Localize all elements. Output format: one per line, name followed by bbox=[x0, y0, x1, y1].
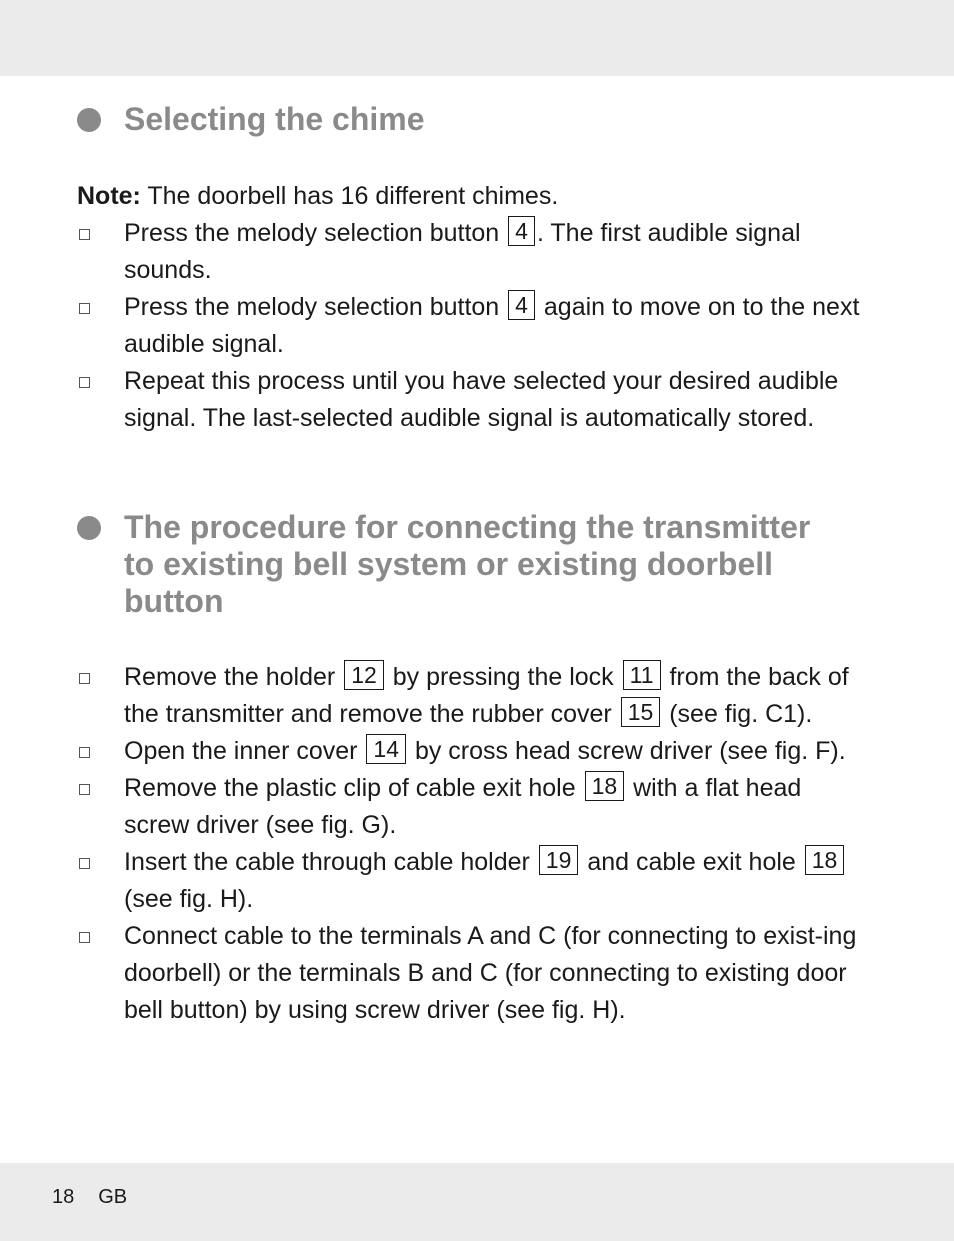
part-reference: 15 bbox=[621, 697, 661, 727]
checkbox-bullet-icon bbox=[79, 784, 90, 795]
list-item: Press the melody selection button 4 . The first audible signal sounds. bbox=[0, 215, 864, 289]
checkbox-bullet-icon bbox=[79, 673, 90, 684]
list-item: Repeat this process until you have selected your desired audible signal. The last-selected audible signal is automatically stored. bbox=[0, 363, 864, 437]
part-reference: 18 bbox=[585, 771, 625, 801]
heading-bullet-icon bbox=[77, 516, 101, 540]
list-item: Remove the holder 12 by pressing the lock 11 from the back of the transmitter and remove the rubber cover 15 (see fig. C1). bbox=[0, 659, 864, 733]
list-item: Open the inner cover 14 by cross head screw driver (see fig. F). bbox=[0, 733, 864, 770]
note bbox=[77, 178, 558, 215]
page-footer bbox=[52, 1186, 127, 1209]
checkbox-bullet-icon bbox=[79, 229, 90, 240]
page-number: 18 bbox=[52, 1186, 75, 1208]
checkbox-bullet-icon bbox=[79, 377, 90, 388]
checkbox-bullet-icon bbox=[79, 858, 90, 869]
instruction-list bbox=[0, 659, 954, 1029]
section-title: Selecting the chime bbox=[124, 101, 425, 137]
part-reference: 4 bbox=[508, 290, 535, 320]
checkbox-bullet-icon bbox=[79, 747, 90, 758]
part-reference: 18 bbox=[805, 845, 845, 875]
part-reference: 14 bbox=[366, 734, 406, 764]
list-item: Connect cable to the terminals A and C (for connecting to exist-ing doorbell) or the terminals B and C (for connecting to existing door bell button) by using screw driver (see fig. H). bbox=[0, 918, 864, 1029]
language-code: GB bbox=[98, 1186, 128, 1208]
heading-bullet-icon bbox=[77, 108, 101, 132]
bottom-band bbox=[0, 1163, 954, 1241]
part-reference: 12 bbox=[344, 660, 384, 690]
section-title: The procedure for connecting the transmitter to existing bell system or existing doorbell button bbox=[124, 509, 811, 619]
list-item: Press the melody selection button 4 again to move on to the next audible signal. bbox=[0, 289, 864, 363]
note-text: The doorbell has 16 different chimes. bbox=[140, 182, 559, 210]
checkbox-bullet-icon bbox=[79, 932, 90, 943]
part-reference: 11 bbox=[623, 660, 661, 690]
part-reference: 4 bbox=[508, 216, 535, 246]
top-band bbox=[0, 0, 954, 76]
note-label: Note: bbox=[77, 182, 141, 210]
list-item: Remove the plastic clip of cable exit hole 18 with a flat head screw driver (see fig. G). bbox=[0, 770, 864, 844]
list-item: Insert the cable through cable holder 19 and cable exit hole 18 (see fig. H). bbox=[0, 844, 864, 918]
checkbox-bullet-icon bbox=[79, 303, 90, 314]
part-reference: 19 bbox=[539, 845, 579, 875]
instruction-list bbox=[0, 215, 954, 437]
